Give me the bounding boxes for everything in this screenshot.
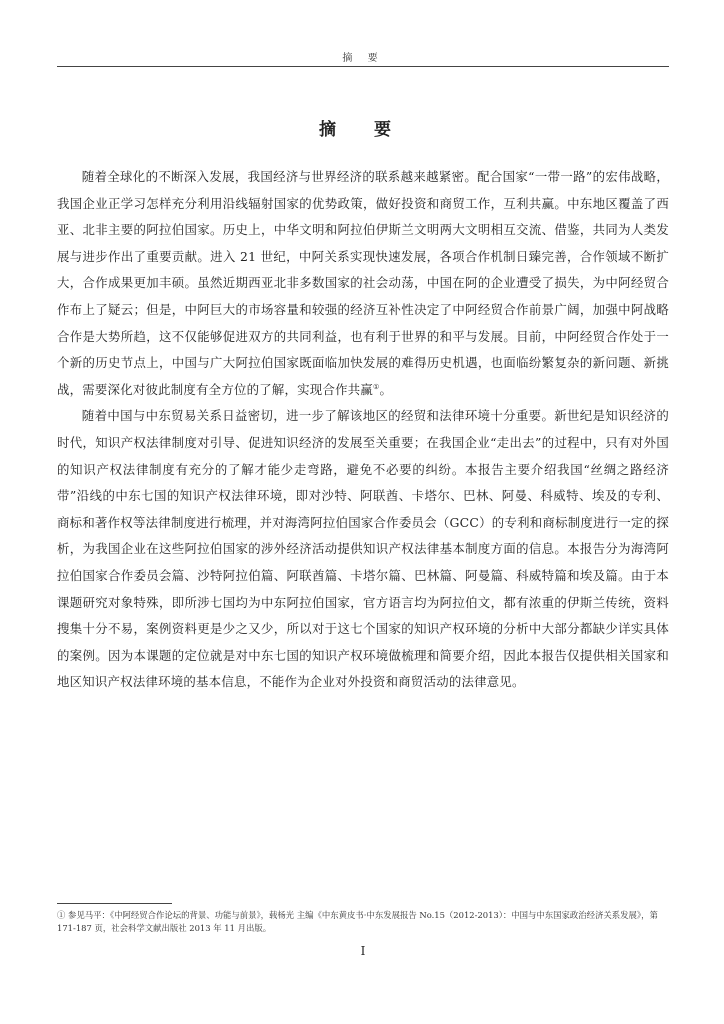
page-number: I: [360, 944, 366, 958]
footnote-rule: [57, 903, 172, 904]
paragraph-end-punctuation: 。: [379, 381, 393, 397]
paragraph-text: 随着全球化的不断深入发展，我国经济与世界经济的联系越来越紧密。配合国家“一带一路”的宏伟战略，我国企业正学习怎样充分利用沿线辐射国家的优势政策，做好投资和商贸工作，互利共赢。中东地区覆盖了西亚、北非主要的阿拉伯国家。历史上，中华文明和阿拉伯伊斯兰文明两大文明相互交流、借鉴，共同为人类发展与进步作出了重要贡献。进入 21 世纪，中阿关系实现快速发展，各项合作机制日臻完善，合作领域不断扩大，合作成果更加丰硕。虽然近期西亚北非多数国家的社会动荡，中国在阿的企业遭受了损失，为中阿经贸合作布上了疑云；但是，中阿巨大的市场容量和较强的经济互补性决定了中阿经贸合作前景广阔，加强中阿战略合作是大势所趋，这不仅能够促进双方的共同利益，也有利于世界的和平与发展。目前，中阿经贸合作处于一个新的历史节点上，中国与广大阿拉伯国家既面临加快发展的难得历史机遇，也面临纷繁复杂的新问题、新挑战，需要深化对彼此制度有全方位的了解，实现合作共赢: [57, 169, 669, 397]
page-title: 摘 要: [319, 120, 407, 140]
footnote: ① 参见马平：《中阿经贸合作论坛的背景、功能与前景》，载杨光 主编《中东黄皮书·中东发展报告 No.15（2012-2013）：中国与中东国家政治经济关系发展》，第 171-187 页，社会科学文献出版社 2013 年 11 月出版。: [57, 910, 658, 933]
body-text: [57, 164, 669, 696]
paragraph: 随着中国与中东贸易关系日益密切，进一步了解该地区的经贸和法律环境十分重要。新世纪是知识经济的时代，知识产权法律制度对引导、促进知识经济的发展至关重要；在我国企业“走出去”的过程中，只有对外国的知识产权法律制度有充分的了解才能少走弯路，避免不必要的纠纷。本报告主要介绍我国“丝绸之路经济带”沿线的中东七国的知识产权法律环境，即对沙特、阿联酋、卡塔尔、巴林、阿曼、科威特、埃及的专利、商标和著作权等法律制度进行梳理，并对海湾阿拉伯国家合作委员会（GCC）的专利和商标制度进行一定的探析，为我国企业在这些阿拉伯国家的涉外经济活动提供知识产权法律基本制度方面的信息。本报告分为海湾阿拉伯国家合作委员会篇、沙特阿拉伯篇、阿联酋篇、卡塔尔篇、巴林篇、阿曼篇、科威特篇和埃及篇。由于本课题研究对象特殊，即所涉七国均为中东阿拉伯国家，官方语言均为阿拉伯文，都有浓重的伊斯兰传统，资料搜集十分不易，案例资料更是少之又少，所以对于这七个国家的知识产权环境的分析中大部分都缺少详实具体的案例。因为本课题的定位就是对中东七国的知识产权环境做梳理和简要介绍，因此本报告仅提供相关国家和地区知识产权法律环境的基本信息，不能作为企业对外投资和商贸活动的法律意见。: [57, 408, 669, 690]
paragraph: [57, 164, 669, 403]
header-rule: [57, 66, 669, 67]
running-header: 摘 要: [342, 53, 384, 64]
footnote-reference[interactable]: ①: [373, 382, 380, 391]
